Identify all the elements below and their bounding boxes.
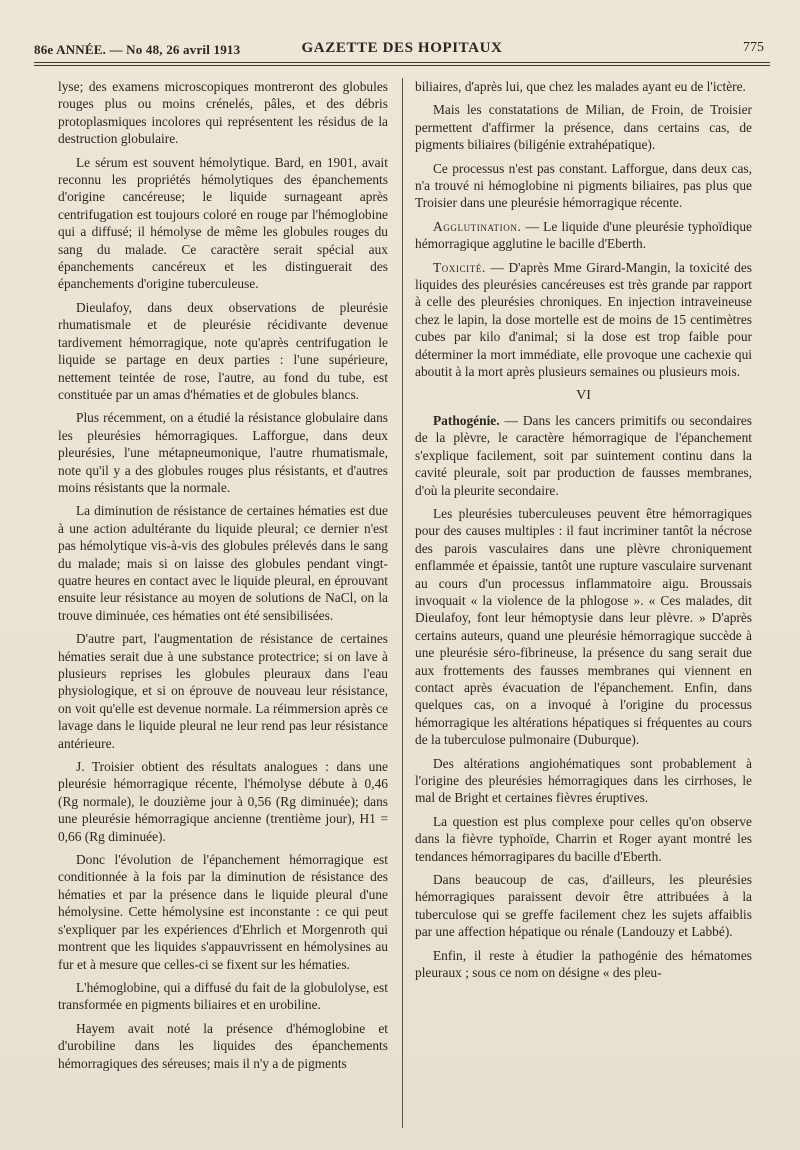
agglutination-text: — Le liquide d'une pleurésie typhoïdique hémorragique agglutine le bacille d'Eberth. bbox=[415, 218, 752, 252]
paragraph: biliaires, d'après lui, que chez les malades ayant eu de l'ictère. bbox=[415, 79, 746, 94]
paragraph: Le sérum est souvent hémolytique. Bard, en 1901, avait reconnu les propriétés hémolytiques des épanchements d'origine cancéreuse; le liquide surnageant après centrifugation est toujours coloré en rouge par l'hémoglobine qui a diffusé; il hémolyse de même les globules rouges du sang du malade. Ce caractère serait spécial aux épanchements cancéreux et les distinguerait des épanchements d'origine tuberculeuse. bbox=[58, 154, 388, 292]
pathogenie-heading: Pathogénie. bbox=[433, 412, 500, 428]
paragraph: J. Troisier obtient des résultats analogues : dans une pleurésie hémorragique récente, l'hémolyse débute à 0,46 (Rg normale), le douzième jour à 0,56 (Rg diminuée); dans une pleurésie hémorragique ancienne (trentième jour), H1 = 0,66 (Rg diminuée). bbox=[58, 759, 388, 844]
page-number: 775 bbox=[743, 40, 764, 55]
right-column bbox=[415, 78, 752, 1128]
paragraph: D'autre part, l'augmentation de résistance de certaines hématies serait due à une substance protectrice; si on lave à plusieurs reprises les globules pleuraux dans l'eau physiologique, et si on éprouve de nouveau leur résistance, on voit qu'elle est devenue normale. La réimmersion après ce lavage dans le liquide pleural ne leur rend pas leur résistance antérieure. bbox=[58, 631, 388, 751]
pathogenie-paragraph bbox=[415, 412, 752, 499]
paragraph: Plus récemment, on a étudié la résistance globulaire dans les pleurésies hémorragiques. Lafforgue, dans deux pleurésies, l'une métapneumonique, l'autre rhumatismale, note qu'il y a des globules rouges plus résistants, et d'autres moins résistants que la normale. bbox=[58, 410, 388, 495]
toxicite-heading: Toxicité. bbox=[433, 259, 486, 275]
issue-info: 86e ANNÉE. — No 48, 26 avril 1913 bbox=[34, 42, 241, 57]
toxicite-text: — D'après Mme Girard-Mangin, la toxicité des liquides des pleurésies cancéreuses est très grande par rapport à celle des pleurésies chroniques. En injection intraveineuse chez le lapin, la dose mortelle est de moins de 15 centimètres cubes par kilo d'animal; si la dose est trop faible pour déterminer la mort immédiate, elle provoque une cachexie qui aboutit à la mort après plusieurs semaines ou plusieurs mois. bbox=[415, 259, 752, 380]
paragraph: Enfin, il reste à étudier la pathogénie des hématomes pleuraux ; sous ce nom on désigne « des pleu- bbox=[415, 947, 752, 981]
agglutination-heading: Agglutination. bbox=[433, 218, 522, 234]
left-column bbox=[58, 78, 388, 1128]
column-divider bbox=[402, 78, 403, 1128]
agglutination-paragraph bbox=[415, 218, 752, 253]
paragraph: Les pleurésies tuberculeuses peuvent être hémorragiques pour des causes multiples : il faut incriminer tantôt la nécrose des parois vasculaires dans une plèvre chroniquement enflammée et épaissie, tantôt une rupture vasculaire survenant au cours d'un processus inflammatoire aigu. Broussais invoquait « la violence de la phlogose ». « Ces malades, dit Dieulafoy, font leur hémoptysie dans leur plèvre. » D'après certains auteurs, quand une pleurésie hémorragique succède à une pleurésie séro-fibrineuse, la présence du sang serait due aux frottements des fausses membranes qui viennent en contact après évacuation de l'épanchement. Enfin, dans quelques cas, on a invoqué à l'origine du processus hémorragique les altérations hépatiques si fréquentes au cours de la tuberculose pulmonaire (Duburque). bbox=[415, 505, 752, 748]
paragraph: Ce processus n'est pas constant. Lafforgue, dans deux cas, n'a trouvé ni hémoglobine ni pigments biliaires, pas plus que Troisier dans une pleurésie hémorragique récente. bbox=[415, 160, 752, 211]
journal-title: GAZETTE DES HOPITAUX bbox=[301, 40, 503, 56]
page-header bbox=[34, 38, 770, 60]
paragraph: Hayem avait noté la présence d'hémoglobine et d'urobiline dans les liquides des épanchements hémorragiques des séreuses; mais il n'y a de pigments bbox=[58, 1020, 388, 1071]
paragraph: Dieulafoy, dans deux observations de pleurésie rhumatismale et de pleurésie récidivante devenue tardivement hémorragique, note qu'après centrifugation le liquide se partage en deux parties : l'une supérieure, nettement teintée de rose, l'autre, au fond du tube, est constituée par un amas d'hématies et de globules blancs. bbox=[58, 299, 388, 402]
toxicite-paragraph bbox=[415, 259, 752, 381]
header-rule-bottom bbox=[34, 65, 770, 66]
paragraph: Donc l'évolution de l'épanchement hémorragique est conditionnée à la fois par la diminution de résistance des hématies et par la présence dans le liquide pleural d'une hémolysine. Cette hémolysine est inconstante : ce qui peut s'expliquer par les expériences d'Ehrlich et Morgenroth qui montrent que les liquides s'appauvrissent en hémolysines au fur et à mesure que celles-ci se fixent sur les hématies. bbox=[58, 852, 388, 972]
paragraph: La question est plus complexe pour celles qu'on observe dans la fièvre typhoïde, Charrin et Roger ayant montré les tendances hémorragipares du bacille d'Eberth. bbox=[415, 813, 752, 864]
paragraph: Mais les constatations de Milian, de Froin, de Troisier permettent d'affirmer la présence, dans certains cas, de pigments biliaires (biligénie extrahépatique). bbox=[415, 102, 752, 153]
paragraph: Dans beaucoup de cas, d'ailleurs, les pleurésies hémorragiques paraissent devoir être attribuées à la tuberculose qui se greffe facilement chez les sujets affaiblis par une affection hépatique ou rénale (Landouzy et Labbé). bbox=[415, 872, 752, 940]
pathogenie-text: — Dans les cancers primitifs ou secondaires de la plèvre, le caractère hémorragique de l'épanchement s'explique facilement, soit par suintement continu dans la cavité pleurale, soit par production de fausses membranes, d'où la pleurite secondaire. bbox=[415, 412, 752, 498]
paragraph: La diminution de résistance de certaines hématies est due à une action adultérante du liquide pleural; ce dernier n'est pas hémolytique vis-à-vis des globules prélevés dans le sang du malade; mais si on laisse des globules pendant vingt-quatre heures en contact avec le liquide pleural, en éprouvant ensuite leur résistance au moyen de solutions de NaCl, on la trouve diminuée, ces hématies ont été sensibilisées. bbox=[58, 503, 388, 623]
header-rule-top bbox=[34, 62, 770, 63]
section-number: VI bbox=[576, 387, 591, 403]
paragraph: lyse; des examens microscopiques montreront des globules rouges plus ou moins crénelés, pâles, et des débris protoplasmiques incolores qui représentent les résidus de la destruction globulaire. bbox=[58, 79, 388, 147]
paragraph: Des altérations angiohématiques sont probablement à l'origine des pleurésies hémorragiques dans les cirrhoses, le mal de Bright et certaines fièvres éruptives. bbox=[415, 755, 752, 806]
paragraph: L'hémoglobine, qui a diffusé du fait de la globulolyse, est transformée en pigments biliaires et en urobiline. bbox=[58, 979, 388, 1013]
